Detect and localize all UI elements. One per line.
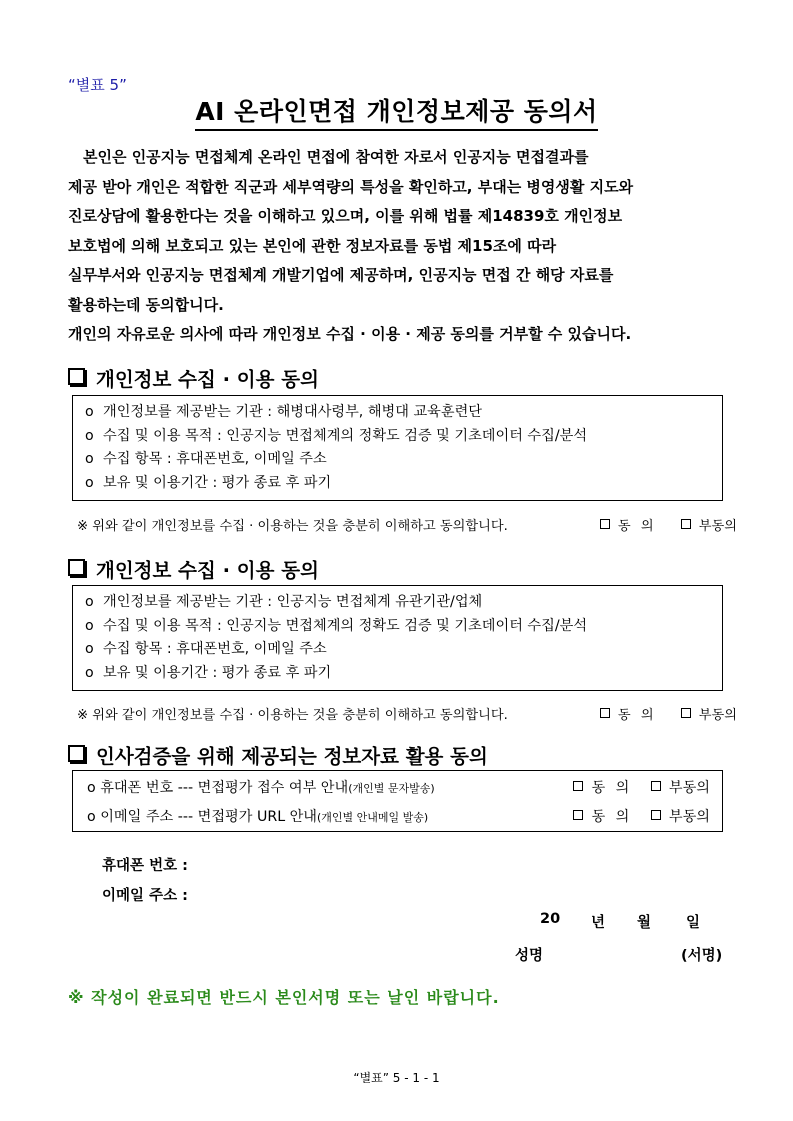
disagree-label: 부동의 bbox=[698, 519, 737, 534]
hr-row-note: (개인별 안내메일 발송) bbox=[317, 811, 429, 824]
disagree-label: 부동의 bbox=[698, 708, 737, 723]
intro-line: 보호법에 의해 보호되고 있는 본인에 관한 정보자료를 동법 제15조에 따라 bbox=[68, 236, 557, 255]
consent-options bbox=[580, 704, 737, 723]
hr-row-note: (개인별 문자발송) bbox=[348, 782, 435, 795]
agree-label: 동 의 bbox=[591, 780, 633, 796]
email-address-field[interactable]: 이메일 주소 : bbox=[102, 888, 188, 904]
section1-heading-text: 개인정보 수집 · 이용 동의 bbox=[96, 368, 319, 391]
info-line bbox=[85, 425, 710, 449]
intro-line: 활용하는데 동의합니다. bbox=[68, 295, 224, 314]
info-line bbox=[85, 472, 710, 496]
disagree-option[interactable] bbox=[651, 806, 710, 826]
bullet: o bbox=[85, 474, 94, 491]
checkbox-square-icon bbox=[68, 745, 85, 762]
agree-option[interactable] bbox=[573, 806, 632, 826]
hr-row-email bbox=[87, 806, 710, 828]
consent-options bbox=[559, 777, 710, 797]
info-text: 수집 항목 : 휴대폰번호, 이메일 주소 bbox=[103, 641, 327, 657]
agree-option[interactable] bbox=[573, 777, 632, 797]
checkbox-icon[interactable] bbox=[600, 519, 610, 529]
section1-consent-row bbox=[77, 515, 737, 534]
section2-heading bbox=[68, 555, 319, 583]
checkbox-icon[interactable] bbox=[681, 708, 691, 718]
bullet: o bbox=[85, 404, 94, 420]
consent-text: ※ 위와 같이 개인정보를 수집 · 이용하는 것을 충분히 이해하고 동의합니다. bbox=[77, 708, 508, 723]
intro-line: 실무부서와 인공지능 면접체계 개발기업에 제공하며, 인공지능 면접 간 해당 자료를 bbox=[68, 266, 614, 284]
section2-consent-row bbox=[77, 704, 737, 723]
intro-line: 제공 받아 개인은 적합한 직군과 세부역량의 특성을 확인하고, 부대는 병영생활 지도와 bbox=[68, 177, 634, 196]
intro-line: 진로상담에 활용한다는 것을 이해하고 있으며, 이를 위해 법률 제14839호 개인정보 bbox=[68, 207, 623, 225]
info-text: 보유 및 이용기간 : 평가 종료 후 파기 bbox=[103, 664, 332, 681]
completion-notice: ※ 작성이 완료되면 반드시 본인서명 또는 날인 바랍니다. bbox=[68, 988, 500, 1007]
signature-seal-label: (서명) bbox=[681, 948, 723, 964]
date-year-label: 년 bbox=[591, 915, 606, 931]
section3-heading-text: 인사검증을 위해 제공되는 정보자료 활용 동의 bbox=[96, 745, 488, 768]
disagree-label: 부동의 bbox=[668, 809, 710, 825]
document-title: AI 온라인면접 개인정보제공 동의서 bbox=[195, 97, 597, 131]
checkbox-icon[interactable] bbox=[651, 810, 661, 820]
hr-row-text: 휴대폰 번호 --- 면접평가 접수 여부 안내 bbox=[100, 780, 349, 796]
annex-tag: “별표 5” bbox=[68, 76, 127, 94]
info-line bbox=[85, 448, 710, 472]
info-line bbox=[85, 638, 710, 662]
section3-box bbox=[72, 770, 723, 832]
consent-options bbox=[559, 806, 710, 826]
info-text: 수집 및 이용 목적 : 인공지능 면접체계의 정확도 검증 및 기초데이터 수집/분석 bbox=[103, 617, 588, 634]
page-number-footer: “별표” 5 - 1 - 1 bbox=[353, 1071, 440, 1085]
date-day-label: 일 bbox=[686, 915, 701, 931]
section1-info-box bbox=[72, 395, 723, 501]
section3-heading bbox=[68, 741, 488, 769]
phone-number-field[interactable]: 휴대폰 번호 : bbox=[102, 858, 188, 874]
checkbox-icon[interactable] bbox=[681, 519, 691, 529]
info-text: 개인정보를 제공받는 기관 : 해병대사령부, 해병대 교육훈련단 bbox=[103, 404, 482, 420]
info-text: 수집 및 이용 목적 : 인공지능 면접체계의 정확도 검증 및 기초데이터 수집/분석 bbox=[103, 427, 588, 444]
checkbox-square-icon bbox=[68, 368, 85, 385]
checkbox-icon[interactable] bbox=[573, 781, 583, 791]
section1-heading bbox=[68, 364, 319, 392]
consent-text: ※ 위와 같이 개인정보를 수집 · 이용하는 것을 충분히 이해하고 동의합니다. bbox=[77, 519, 508, 534]
section2-heading-text: 개인정보 수집 · 이용 동의 bbox=[96, 559, 319, 582]
info-line bbox=[85, 615, 710, 639]
hr-row-phone bbox=[87, 777, 710, 799]
checkbox-icon[interactable] bbox=[651, 781, 661, 791]
disagree-option[interactable] bbox=[651, 777, 710, 797]
info-line bbox=[85, 662, 710, 686]
agree-option[interactable] bbox=[600, 515, 657, 534]
bullet: o bbox=[87, 809, 96, 825]
bullet: o bbox=[85, 427, 94, 444]
disagree-option[interactable] bbox=[681, 515, 737, 534]
checkbox-icon[interactable] bbox=[573, 810, 583, 820]
agree-label: 동 의 bbox=[591, 809, 633, 825]
intro-paragraph bbox=[68, 143, 738, 350]
info-line bbox=[85, 401, 710, 425]
bullet: o bbox=[85, 594, 94, 610]
info-text: 수집 항목 : 휴대폰번호, 이메일 주소 bbox=[103, 451, 327, 467]
checkbox-icon[interactable] bbox=[600, 708, 610, 718]
date-year-prefix: 20 bbox=[540, 911, 561, 927]
section2-info-box bbox=[72, 585, 723, 691]
disagree-label: 부동의 bbox=[668, 780, 710, 796]
bullet: o bbox=[85, 617, 94, 634]
info-text: 보유 및 이용기간 : 평가 종료 후 파기 bbox=[103, 474, 332, 491]
agree-label: 동 의 bbox=[617, 708, 657, 723]
disagree-option[interactable] bbox=[681, 704, 737, 723]
consent-options bbox=[580, 515, 737, 534]
bullet: o bbox=[85, 664, 94, 681]
info-line bbox=[85, 591, 710, 615]
agree-label: 동 의 bbox=[617, 519, 657, 534]
bullet: o bbox=[87, 780, 96, 796]
name-field-label: 성명 bbox=[515, 948, 544, 964]
bullet: o bbox=[85, 451, 94, 467]
bullet: o bbox=[85, 641, 94, 657]
info-text: 개인정보를 제공받는 기관 : 인공지능 면접체계 유관기관/업체 bbox=[103, 594, 483, 610]
agree-option[interactable] bbox=[600, 704, 657, 723]
document-title-wrap bbox=[0, 92, 793, 128]
checkbox-square-icon bbox=[68, 559, 85, 576]
intro-line: 본인은 인공지능 면접체계 온라인 면접에 참여한 자로서 인공지능 면접결과를 bbox=[83, 148, 589, 166]
hr-row-text: 이메일 주소 --- 면접평가 URL 안내 bbox=[100, 809, 318, 825]
intro-line: 개인의 자유로운 의사에 따라 개인정보 수집 · 이용 · 제공 동의를 거부할 수 있습니다. bbox=[68, 325, 632, 343]
date-month-label: 월 bbox=[637, 915, 652, 931]
